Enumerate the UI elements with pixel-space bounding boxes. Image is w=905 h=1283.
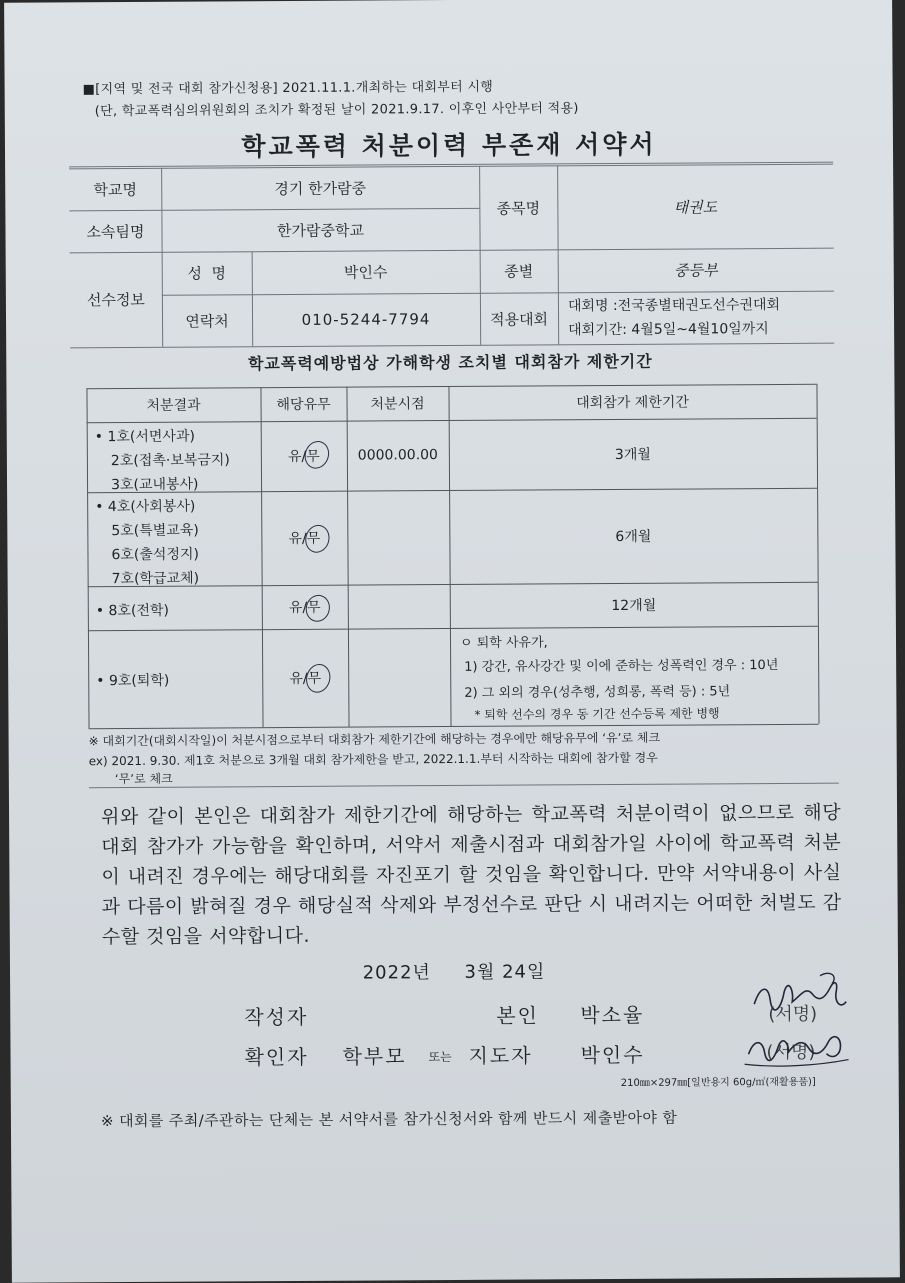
division-label: 종별 xyxy=(504,262,534,281)
row2-item-1: • 4호(사회봉사) xyxy=(95,498,196,516)
parent-label: 학부모 xyxy=(342,1044,407,1069)
row2-item-3: 6호(출석정지) xyxy=(111,546,199,564)
team-value: 한가람중학교 xyxy=(276,221,365,240)
writer-sign-note: (서명) xyxy=(768,1003,818,1026)
col-header-applicable: 해당유무 xyxy=(276,396,331,414)
row3-item-1: • 8호(전학) xyxy=(95,602,169,620)
competition-name: 대회명 :전국종별태권도선수권대회 xyxy=(567,296,781,315)
row4-period-line-2: 1) 강간, 유사강간 및 이에 준하는 성폭력인 경우 : 10년 xyxy=(464,658,779,675)
or-label: 또는 xyxy=(428,1050,452,1065)
row1-item-3: 3호(교내봉사) xyxy=(110,476,199,494)
row4-period-line-1: ㅇ 퇴학 사유가, xyxy=(459,635,548,651)
document-page xyxy=(4,0,900,1283)
competition-period: 대회기간: 4월5일~4월10일까지 xyxy=(568,321,769,339)
row1-yesno: 유/무 xyxy=(287,448,320,465)
event-value: 태권도 xyxy=(673,197,718,217)
contact-label: 연락처 xyxy=(185,311,229,331)
row4-period-line-3: 2) 그 외의 경우(성추행, 성희롱, 폭력 등) : 5년 xyxy=(464,684,731,701)
row4-item-1: • 9호(퇴학) xyxy=(96,672,170,690)
writer-name: 박소율 xyxy=(580,1002,645,1028)
confirmer-signature xyxy=(736,1024,856,1075)
team-label: 소속팀명 xyxy=(86,222,145,241)
col-header-period: 대회참가 제한기간 xyxy=(576,394,689,412)
row2-yesno: 유/무 xyxy=(288,530,321,547)
note-3: ‘무’로 체크 xyxy=(114,771,173,787)
row3-period: 12개월 xyxy=(611,597,657,615)
school-label: 학교명 xyxy=(93,180,138,199)
self-label: 본인 xyxy=(496,1003,540,1028)
coach-label: 지도자 xyxy=(468,1043,533,1068)
confirmer-name: 박인수 xyxy=(580,1042,645,1068)
competition-label: 적용대회 xyxy=(490,309,549,329)
note-1: ※ 대회기간(대회시작일)이 처분시점으로부터 대회참가 제한기간에 해당하는 경우에만 해당유무에 ‘유’로 체크 xyxy=(88,730,661,749)
restriction-title: 학교폭력예방법상 가해학생 조치별 대회참가 제한기간 xyxy=(247,351,653,374)
pledge-paragraph: 위와 같이 본인은 대회참가 제한기간에 해당하는 학교폭력 처분이력이 없으므로 해당 대회 참가가 가능함을 확인하며, 서약서 제출시점과 대회참가일 사이에 학교폭력 처분이 내려진 경우에는 해당대회를 자진포기 할 것임을 확인합니다. 만약 서약내용이 사실과 다름이 밝혀질 경우 해당실적 삭제와 부정선수로 판단 시 내려지는 어떠한 처벌도 감수할 것임을 서약합니다. xyxy=(101,801,842,949)
col-header-result: 처분결과 xyxy=(146,397,201,414)
row2-date xyxy=(347,490,450,585)
player-info-label: 선수정보 xyxy=(86,290,145,310)
row2-item-2: 5호(특별교육) xyxy=(111,522,199,540)
row1-date: 0000.00.00 xyxy=(357,447,438,464)
division-value: 중등부 xyxy=(673,261,718,280)
col-header-date: 처분시점 xyxy=(370,396,425,413)
contact-value: 010-5244-7794 xyxy=(301,310,431,329)
note-2: ex) 2021. 9.30. 제1호 처분으로 3개월 대회 참가제한을 받고, 2022.1.1.부터 시작하는 대회에 참가할 경우 xyxy=(88,750,658,769)
school-value: 경기 한가람중 xyxy=(274,179,367,198)
row2-item-4: 7호(학급교체) xyxy=(111,570,200,588)
name-value: 박인수 xyxy=(343,263,388,282)
confirmer-label: 확인자 xyxy=(244,1044,309,1070)
row4-yesno: 유/무 xyxy=(289,670,322,687)
row4-date xyxy=(348,628,451,727)
footer-note: ※ 대회를 주최/주관하는 단체는 본 서약서를 참가신청서와 함께 반드시 제출받아야 함 xyxy=(100,1108,678,1131)
row3-date xyxy=(348,584,450,629)
row2-period: 6개월 xyxy=(615,528,652,545)
writer-signature xyxy=(740,966,850,1027)
paper-spec: 210㎜×297㎜[일반용지 60g/㎡(재활용품)] xyxy=(620,1076,816,1089)
row4-period-line-4: * 퇴학 선수의 경우 동 기간 선수등록 제한 병행 xyxy=(474,706,720,722)
row3-yesno: 유/무 xyxy=(288,599,321,616)
signing-year: 2022년 xyxy=(362,962,431,984)
confirmer-sign-note: (서명) xyxy=(766,1041,816,1064)
row1-item-2: 2호(접촉·보복금지) xyxy=(110,452,230,470)
name-label: 성 명 xyxy=(187,264,227,283)
row1-item-1: • 1호(서면사과) xyxy=(94,428,195,446)
header-line-1: ■[지역 및 전국 대회 참가신청용] 2021.11.1.개최하는 대회부터 시행 xyxy=(82,79,494,98)
signing-month-day: 3월 24일 xyxy=(464,961,546,983)
header-line-2: (단, 학교폭력심의위원회의 조치가 확정된 날이 2021.9.17. 이후인 사안부터 적용) xyxy=(94,101,579,120)
document-title: 학교폭력 처분이력 부존재 서약서 xyxy=(241,129,657,162)
event-label: 종목명 xyxy=(496,198,541,218)
writer-label: 작성자 xyxy=(244,1004,309,1030)
row1-period: 3개월 xyxy=(614,446,651,464)
